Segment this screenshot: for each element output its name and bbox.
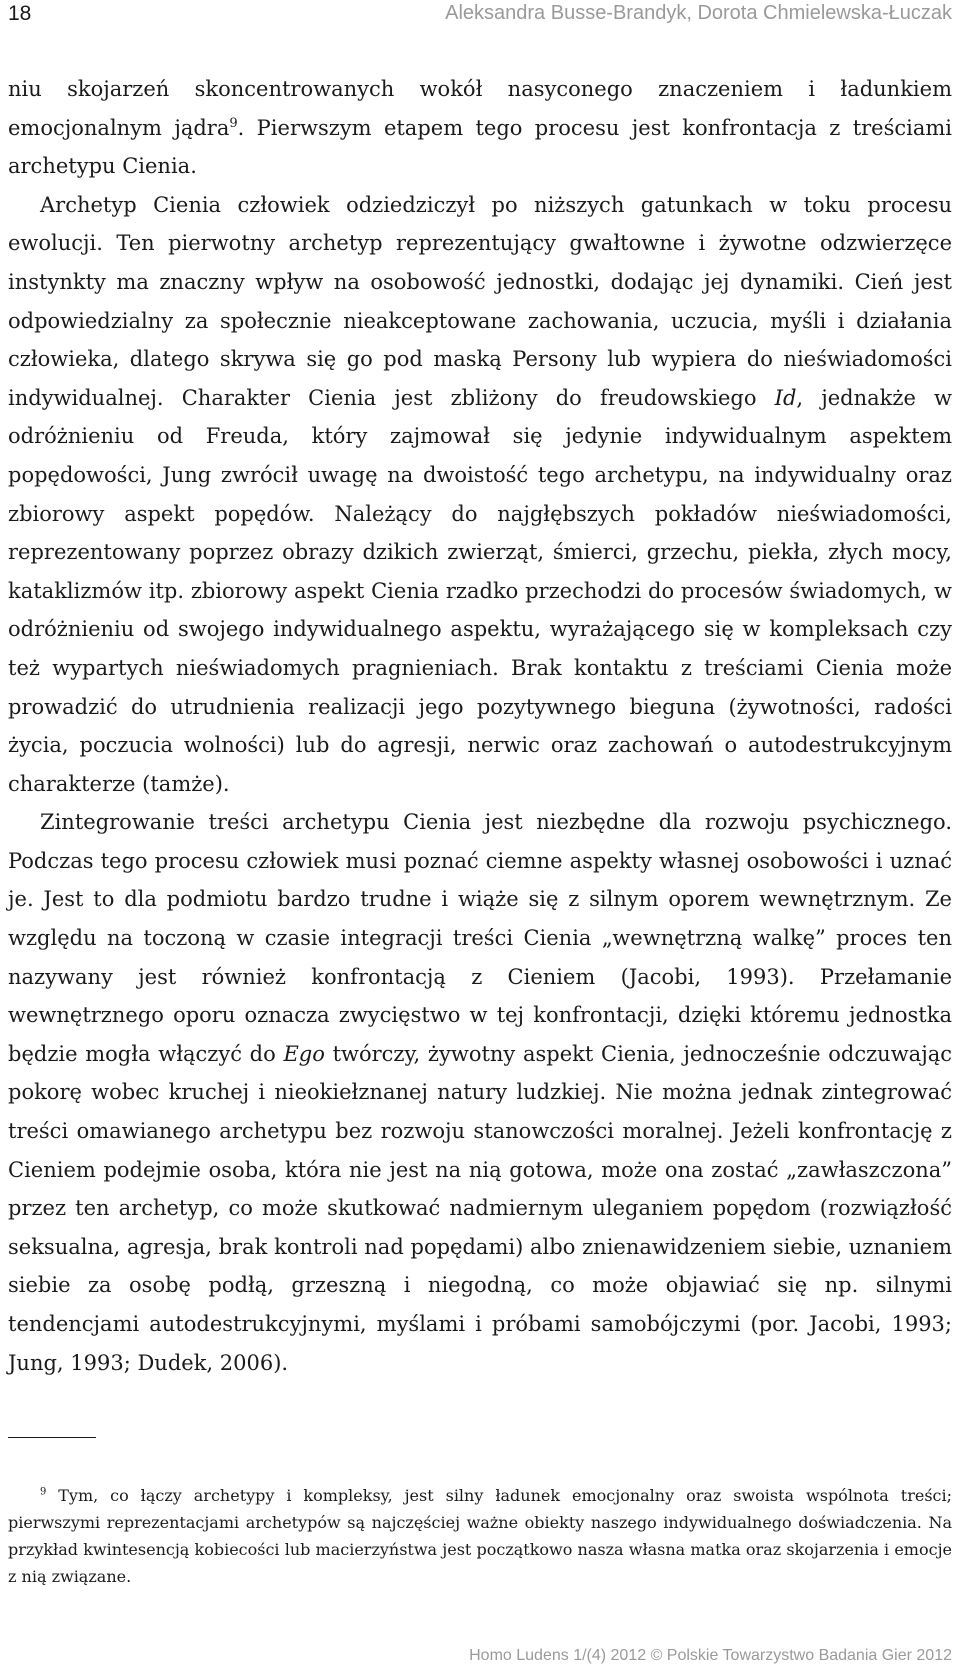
paragraph-3-text-a: Zintegrowanie treści archetypu Cienia jest niezbędne dla rozwoju psychicznego. Podczas tego procesu człowiek musi poznać ciemne aspekty własnej osobowości i uznać je. Jest to dla podmiotu bardzo trudne i wiąże się z silnym oporem wewnętrznym. Ze względu na toczoną w czasie integracji treści Cienia „wewnętrzną walkę” proces ten nazywany jest również konfrontacją z Cieniem (Jacobi, 1993). Przełamanie wewnętrznego oporu oznacza zwycięstwo w tej konfrontacji, dzięki któremu jednostka będzie mogła włączyć do bbox=[8, 810, 952, 1066]
page-footer: Homo Ludens 1/(4) 2012 © Polskie Towarzystwo Badania Gier 2012 bbox=[469, 1647, 952, 1664]
footnote-reference: 9 bbox=[229, 115, 238, 131]
paragraph-2-text-a: Archetyp Cienia człowiek odziedziczył po niższych gatunkach w toku procesu ewolucji. Ten pierwotny archetyp reprezentujący gwałtowne i żywotne odzwierzęce instynkty ma znaczny wpływ na osobowość jednostki, dodając jej dynamiki. Cień jest odpowiedzialny za społecznie nieakceptowane zachowania, uczucia, myśli i działania człowieka, dlatego skrywa się go pod maską Persony lub wypiera do nieświadomości indywidualnej. Charakter Cienia jest zbliżony do freudowskiego bbox=[8, 192, 952, 410]
body-text bbox=[8, 70, 952, 1382]
running-head-authors: Aleksandra Busse-Brandyk, Dorota Chmielewska-Łuczak bbox=[445, 2, 952, 24]
paragraph-3 bbox=[8, 803, 952, 1382]
paragraph-1-text-a: niu skojarzeń skoncentrowanych wokół nasyconego znaczeniem i ładunkiem emocjonalnym jądra bbox=[8, 77, 952, 140]
footnote-divider bbox=[8, 1437, 96, 1438]
footnote bbox=[8, 1482, 952, 1590]
footnote-text: Tym, co łączy archetypy i kompleksy, jest silny ładunek emocjonalny oraz swoista wspólnota treści; pierwszymi reprezentacjami archetypów są najczęściej ważne obiekty naszego indywidualnego doświadczenia. Na przykład kwintesencją kobiecości lub macierzyństwa jest początkowo nasza własna matka oraz skojarzenia i emocje z nią związane. bbox=[8, 1486, 952, 1586]
term-ego: Ego bbox=[283, 1041, 325, 1066]
paragraph-3-text-b: twórczy, żywotny aspekt Cienia, jednocześnie odczuwając pokorę wobec kruchej i nieokiełznanej natury ludzkiej. Nie można jednak zintegrować treści omawianego archetypu bez rozwoju stanowczości moralnej. Jeżeli konfrontację z Cieniem podejmie osoba, która nie jest na nią gotowa, może ona zostać „zawłaszczona” przez ten archetyp, co może skutkować nadmiernym uleganiem popędom (rozwiązłość seksualna, agresja, brak kontroli nad popędami) albo znienawidzeniem siebie, uznaniem siebie za osobę podłą, grzeszną i niegodną, co może objawiać się np. silnymi tendencjami autodestrukcyjnymi, myślami i próbami samobójczymi (por. Jacobi, 1993; Jung, 1993; Dudek, 2006). bbox=[8, 1041, 952, 1375]
page-number: 18 bbox=[8, 2, 32, 25]
footnote-marker: 9 bbox=[40, 1486, 47, 1498]
paragraph-2 bbox=[8, 186, 952, 804]
page-header bbox=[8, 0, 952, 30]
term-id: Id bbox=[774, 385, 797, 410]
paragraph-1-text-b: . Pierwszym etapem tego procesu jest konfrontacja z treściami archetypu Cienia. bbox=[8, 115, 952, 179]
paragraph-1 bbox=[8, 70, 952, 186]
paragraph-2-text-b: , jednakże w odróżnieniu od Freuda, który zajmował się jedynie indywidualnym aspektem popędowości, Jung zwrócił uwagę na dwoistość tego archetypu, na indywidualny oraz zbiorowy aspekt popędów. Należący do najgłębszych pokładów nieświadomości, reprezentowany poprzez obrazy dzikich zwierząt, śmierci, grzechu, piekła, złych mocy, kataklizmów itp. zbiorowy aspekt Cienia rzadko przechodzi do procesów świadomych, w odróżnieniu od swojego indywidualnego aspektu, wyrażającego się w kompleksach czy też wypartych nieświadomych pragnieniach. Brak kontaktu z treściami Cienia może prowadzić do utrudnienia realizacji jego pozytywnego bieguna (żywotności, radości życia, poczucia wolności) lub do agresji, nerwic oraz zachowań o autodestrukcyjnym charakterze (tamże). bbox=[8, 385, 952, 796]
